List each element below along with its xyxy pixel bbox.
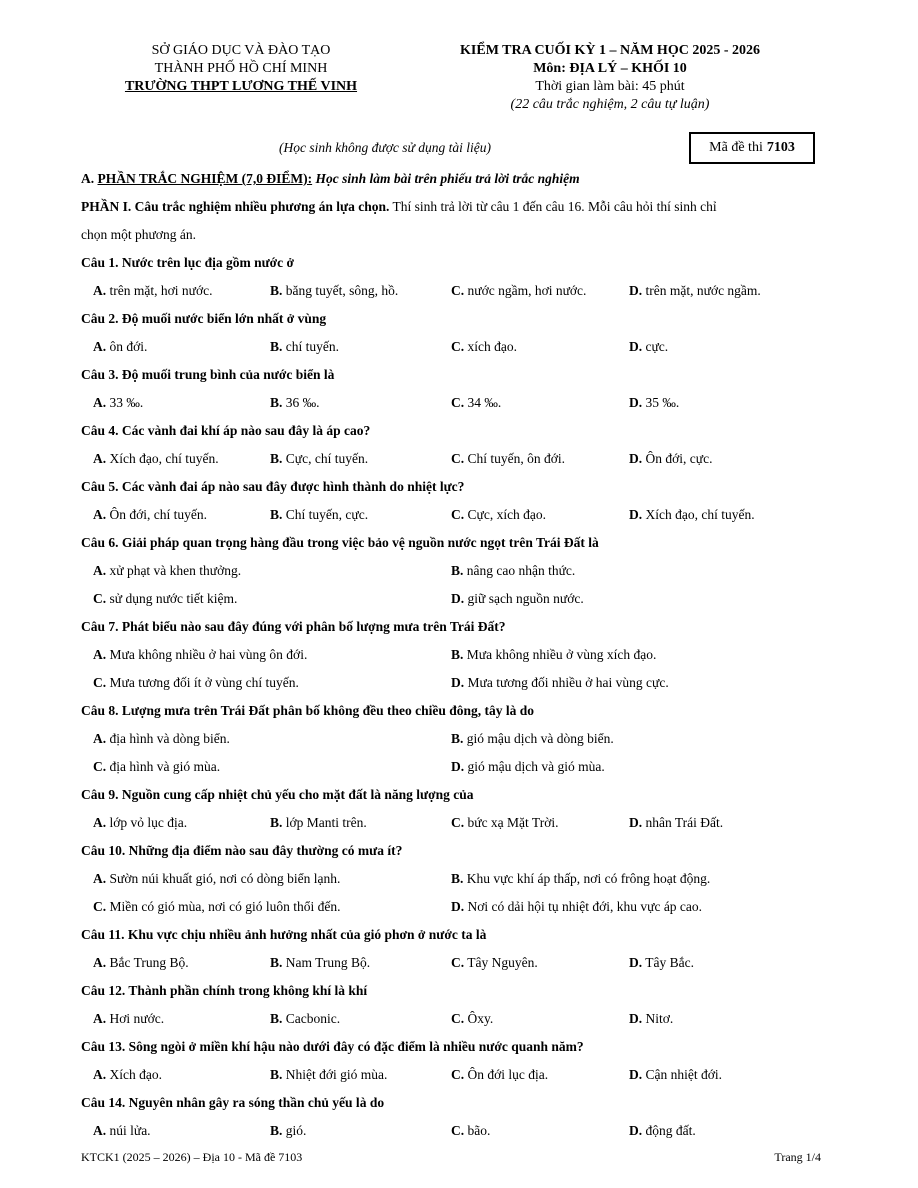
option-text: Cực, chí tuyến. xyxy=(285,451,369,466)
question-stem: Câu 4. Các vành đai khí áp nào sau đây là áp cao? xyxy=(81,423,371,438)
options-row xyxy=(81,445,841,473)
answer-option xyxy=(451,445,565,473)
option-letter: A. xyxy=(93,815,107,830)
option-text: chí tuyến. xyxy=(285,339,340,354)
answer-option xyxy=(451,641,656,669)
option-text: núi lửa. xyxy=(109,1123,151,1138)
option-letter: B. xyxy=(270,815,283,830)
option-letter: B. xyxy=(270,395,283,410)
option-letter: C. xyxy=(451,1067,465,1082)
question-stem: Câu 9. Nguồn cung cấp nhiệt chủ yếu cho mặt đất là năng lượng của xyxy=(81,787,474,802)
option-letter: B. xyxy=(451,731,464,746)
option-text: địa hình và dòng biển. xyxy=(109,731,230,746)
answer-option xyxy=(93,865,340,893)
option-letter: A. xyxy=(93,339,107,354)
option-letter: C. xyxy=(93,675,107,690)
question-stem: Câu 2. Độ muối nước biển lớn nhất ở vùng xyxy=(81,311,327,326)
option-text: lớp Manti trên. xyxy=(285,815,367,830)
options-row xyxy=(81,1061,841,1089)
option-text: băng tuyết, sông, hồ. xyxy=(285,283,399,298)
option-text: Mưa không nhiều ở vùng xích đạo. xyxy=(466,647,657,662)
answer-option xyxy=(93,809,187,837)
part1-title: PHẦN I. Câu trắc nghiệm nhiều phương án lựa chọn. xyxy=(81,199,390,214)
dept-name: SỞ GIÁO DỤC VÀ ĐÀO TẠO xyxy=(151,43,331,58)
option-letter: D. xyxy=(629,283,643,298)
answer-option xyxy=(93,557,241,585)
option-text: cực. xyxy=(645,339,669,354)
option-letter: D. xyxy=(629,395,643,410)
option-letter: C. xyxy=(451,955,465,970)
answer-option xyxy=(270,389,320,417)
option-letter: B. xyxy=(270,1123,283,1138)
option-text: trên mặt, hơi nước. xyxy=(109,283,213,298)
option-letter: A. xyxy=(93,731,107,746)
answer-option xyxy=(451,501,546,529)
option-text: Bắc Trung Bộ. xyxy=(109,955,189,970)
exam-code-box xyxy=(689,132,815,164)
option-text: Cacbonic. xyxy=(285,1011,341,1026)
option-letter: B. xyxy=(451,647,464,662)
option-text: gió mậu dịch và dòng biển. xyxy=(466,731,614,746)
option-text: bức xạ Mặt Trời. xyxy=(467,815,559,830)
option-letter: A. xyxy=(93,395,107,410)
answer-option xyxy=(93,669,299,697)
section-a-heading xyxy=(81,165,841,193)
answer-option xyxy=(629,389,679,417)
answer-option xyxy=(270,1061,387,1089)
option-letter: D. xyxy=(629,1067,643,1082)
answer-option xyxy=(629,333,668,361)
part1-line1 xyxy=(81,193,841,221)
option-letter: C. xyxy=(93,759,107,774)
school-name: TRƯỜNG THPT LƯƠNG THẾ VINH xyxy=(124,79,358,94)
option-letter: D. xyxy=(451,675,465,690)
options-row xyxy=(81,277,841,305)
question-stem: Câu 1. Nước trên lục địa gồm nước ở xyxy=(81,255,294,270)
answer-option xyxy=(93,585,237,613)
option-letter: A. xyxy=(93,1067,107,1082)
option-text: nhân Trái Đất. xyxy=(645,815,724,830)
section-a-prefix: A. xyxy=(81,171,95,186)
option-text: gió mậu dịch và gió mùa. xyxy=(467,759,605,774)
answer-option xyxy=(451,277,586,305)
answer-option xyxy=(270,949,370,977)
option-letter: A. xyxy=(93,507,107,522)
options-row xyxy=(81,1005,841,1033)
header-left xyxy=(96,42,386,96)
option-text: giữ sạch nguồn nước. xyxy=(467,591,584,606)
options-row xyxy=(81,753,841,781)
option-text: Xích đạo, chí tuyến. xyxy=(109,451,219,466)
answer-option xyxy=(629,1061,722,1089)
exam-content xyxy=(81,165,841,1145)
question-stem: Câu 10. Những địa điểm nào sau đây thường có mưa ít? xyxy=(81,843,403,858)
option-text: 34 ‰. xyxy=(467,395,502,410)
option-letter: C. xyxy=(451,1123,465,1138)
option-text: Xích đạo, chí tuyến. xyxy=(645,507,755,522)
answer-option xyxy=(93,445,219,473)
question-stem: Câu 6. Giải pháp quan trọng hàng đầu trong việc bảo vệ nguồn nước ngọt trên Trái Đất là xyxy=(81,535,599,550)
option-text: địa hình và gió mùa. xyxy=(109,759,221,774)
answer-option xyxy=(93,389,143,417)
option-letter: A. xyxy=(93,1123,107,1138)
question-stem: Câu 7. Phát biểu nào sau đây đúng với phân bố lượng mưa trên Trái Đất? xyxy=(81,619,506,634)
answer-option xyxy=(93,725,230,753)
option-text: bão. xyxy=(467,1123,491,1138)
option-letter: C. xyxy=(93,591,107,606)
option-text: Chí tuyến, cực. xyxy=(285,507,369,522)
option-text: Ôn đới, cực. xyxy=(645,451,713,466)
option-letter: B. xyxy=(270,339,283,354)
option-letter: C. xyxy=(451,451,465,466)
option-text: lớp vỏ lục địa. xyxy=(109,815,188,830)
option-letter: D. xyxy=(629,507,643,522)
answer-option xyxy=(629,501,755,529)
answer-option xyxy=(93,753,220,781)
answer-option xyxy=(93,641,307,669)
option-text: Ôxy. xyxy=(467,1011,494,1026)
options-row xyxy=(81,333,841,361)
option-letter: A. xyxy=(93,283,107,298)
answer-option xyxy=(93,333,147,361)
answer-option xyxy=(270,277,398,305)
exam-title: KIỂM TRA CUỐI KỲ 1 – NĂM HỌC 2025 - 2026 xyxy=(460,43,760,58)
option-text: Xích đạo. xyxy=(109,1067,162,1082)
question-stem: Câu 5. Các vành đai áp nào sau đây được hình thành do nhiệt lực? xyxy=(81,479,465,494)
answer-option xyxy=(451,753,605,781)
options-row xyxy=(81,893,841,921)
option-letter: A. xyxy=(93,871,107,886)
option-letter: A. xyxy=(93,451,107,466)
option-letter: B. xyxy=(270,283,283,298)
answer-option xyxy=(93,501,207,529)
answer-option xyxy=(270,1005,340,1033)
option-text: động đất. xyxy=(645,1123,696,1138)
options-row xyxy=(81,669,841,697)
answer-option xyxy=(270,809,367,837)
header-right xyxy=(405,42,815,114)
option-text: nâng cao nhận thức. xyxy=(466,563,576,578)
answer-option xyxy=(270,1117,306,1145)
option-text: 36 ‰. xyxy=(285,395,320,410)
question-stem: Câu 13. Sông ngòi ở miền khí hậu nào dưới đây có đặc điểm là nhiều nước quanh năm? xyxy=(81,1039,584,1054)
option-text: Hơi nước. xyxy=(109,1011,165,1026)
part1-line2: chọn một phương án. xyxy=(81,227,196,242)
answer-option xyxy=(270,333,339,361)
footer-left: KTCK1 (2025 – 2026) – Địa 10 - Mã đề 7103 xyxy=(81,1150,303,1164)
answer-option xyxy=(629,277,761,305)
option-letter: D. xyxy=(629,339,643,354)
answer-option xyxy=(629,1117,696,1145)
option-text: 35 ‰. xyxy=(645,395,680,410)
option-text: nước ngầm, hơi nước. xyxy=(467,283,587,298)
option-letter: D. xyxy=(629,1011,643,1026)
answer-option xyxy=(451,669,669,697)
city-name: THÀNH PHỐ HỒ CHÍ MINH xyxy=(154,61,328,76)
option-letter: D. xyxy=(629,1123,643,1138)
option-text: Mưa tương đối ít ở vùng chí tuyến. xyxy=(109,675,299,690)
option-letter: D. xyxy=(629,955,643,970)
option-text: Nơi có dải hội tụ nhiệt đới, khu vực áp cao. xyxy=(467,899,703,914)
section-a-title: PHẦN TRẮC NGHIỆM (7,0 ĐIỂM): xyxy=(97,171,313,186)
answer-option xyxy=(451,333,517,361)
option-letter: B. xyxy=(270,955,283,970)
exam-subject: Môn: ĐỊA LÝ – KHỐI 10 xyxy=(533,61,687,76)
option-text: gió. xyxy=(285,1123,307,1138)
option-text: Khu vực khí áp thấp, nơi có frông hoạt động. xyxy=(466,871,711,886)
option-text: Chí tuyến, ôn đới. xyxy=(467,451,566,466)
answer-option xyxy=(451,949,538,977)
materials-note: (Học sinh không được sử dụng tài liệu) xyxy=(278,140,492,155)
answer-option xyxy=(451,1117,490,1145)
option-letter: D. xyxy=(629,451,643,466)
options-row xyxy=(81,389,841,417)
page-number: Trang 1/4 xyxy=(774,1150,821,1164)
option-letter: C. xyxy=(451,283,465,298)
options-row xyxy=(81,501,841,529)
option-letter: B. xyxy=(270,1011,283,1026)
option-letter: A. xyxy=(93,563,107,578)
option-letter: C. xyxy=(451,815,465,830)
exam-duration: Thời gian làm bài: 45 phút xyxy=(535,79,685,94)
answer-option xyxy=(629,949,694,977)
option-text: ôn đới. xyxy=(109,339,148,354)
answer-option xyxy=(451,557,575,585)
exam-code: 7103 xyxy=(766,140,795,155)
answer-option xyxy=(93,277,212,305)
answer-option xyxy=(93,1061,162,1089)
options-row xyxy=(81,557,841,585)
option-letter: B. xyxy=(451,563,464,578)
option-letter: D. xyxy=(629,815,643,830)
options-row xyxy=(81,725,841,753)
option-text: xích đạo. xyxy=(467,339,517,354)
option-text: Nam Trung Bộ. xyxy=(285,955,371,970)
option-text: Nhiệt đới gió mùa. xyxy=(285,1067,388,1082)
page-footer xyxy=(81,1150,821,1165)
option-text: trên mặt, nước ngầm. xyxy=(645,283,761,298)
option-letter: D. xyxy=(451,759,465,774)
option-letter: C. xyxy=(93,899,107,914)
answer-option xyxy=(270,501,368,529)
question-stem: Câu 3. Độ muối trung bình của nước biển là xyxy=(81,367,335,382)
option-letter: B. xyxy=(270,1067,283,1082)
question-list xyxy=(81,249,841,1145)
option-letter: A. xyxy=(93,647,107,662)
option-letter: D. xyxy=(451,899,465,914)
option-text: Nitơ. xyxy=(645,1011,674,1026)
option-text: Miền có gió mùa, nơi có gió luôn thổi đến. xyxy=(109,899,341,914)
answer-option xyxy=(451,389,501,417)
options-row xyxy=(81,585,841,613)
option-letter: A. xyxy=(93,955,107,970)
option-text: Tây Bắc. xyxy=(645,955,694,970)
options-row xyxy=(81,809,841,837)
question-stem: Câu 12. Thành phần chính trong không khí là khí xyxy=(81,983,368,998)
answer-option xyxy=(93,1117,151,1145)
answer-option xyxy=(93,1005,164,1033)
answer-option xyxy=(629,809,723,837)
answer-option xyxy=(270,445,368,473)
exam-code-label: Mã đề thi xyxy=(709,140,763,155)
answer-option xyxy=(629,445,712,473)
option-letter: A. xyxy=(93,1011,107,1026)
option-text: Mưa tương đối nhiều ở hai vùng cực. xyxy=(467,675,669,690)
option-text: Tây Nguyên. xyxy=(467,955,538,970)
option-text: Cận nhiệt đới. xyxy=(645,1067,723,1082)
answer-option xyxy=(451,865,710,893)
option-letter: D. xyxy=(451,591,465,606)
answer-option xyxy=(93,949,189,977)
options-row xyxy=(81,641,841,669)
option-text: Ôn đới, chí tuyến. xyxy=(109,507,207,522)
option-letter: C. xyxy=(451,339,465,354)
section-a-instruction: Học sinh làm bài trên phiếu trả lời trắc nghiệm xyxy=(315,171,580,186)
option-text: Ôn đới lục địa. xyxy=(467,1067,549,1082)
question-stem: Câu 11. Khu vực chịu nhiều ảnh hưởng nhất của gió phơn ở nước ta là xyxy=(81,927,487,942)
option-text: sử dụng nước tiết kiệm. xyxy=(109,591,238,606)
option-letter: C. xyxy=(451,507,465,522)
option-letter: B. xyxy=(270,507,283,522)
answer-option xyxy=(451,725,614,753)
options-row xyxy=(81,865,841,893)
option-text: Sườn núi khuất gió, nơi có dòng biển lạnh. xyxy=(109,871,341,886)
exam-structure: (22 câu trắc nghiệm, 2 câu tự luận) xyxy=(510,97,710,112)
question-stem: Câu 8. Lượng mưa trên Trái Đất phân bố không đều theo chiều đông, tây là do xyxy=(81,703,535,718)
option-text: xử phạt và khen thưởng. xyxy=(109,563,242,578)
part1-text: Thí sinh trả lời từ câu 1 đến câu 16. Mỗi câu hỏi thí sinh chỉ xyxy=(392,199,717,214)
answer-option xyxy=(451,1061,548,1089)
answer-option xyxy=(451,585,584,613)
answer-option xyxy=(629,1005,673,1033)
option-text: 33 ‰. xyxy=(109,395,144,410)
answer-option xyxy=(451,893,702,921)
option-text: Cực, xích đạo. xyxy=(467,507,547,522)
options-row xyxy=(81,949,841,977)
option-letter: B. xyxy=(270,451,283,466)
options-row xyxy=(81,1117,841,1145)
option-letter: C. xyxy=(451,1011,465,1026)
answer-option xyxy=(451,809,558,837)
option-letter: C. xyxy=(451,395,465,410)
question-stem: Câu 14. Nguyên nhân gây ra sóng thần chủ yếu là do xyxy=(81,1095,385,1110)
answer-option xyxy=(93,893,340,921)
option-text: Mưa không nhiều ở hai vùng ôn đới. xyxy=(109,647,308,662)
answer-option xyxy=(451,1005,493,1033)
option-letter: B. xyxy=(451,871,464,886)
